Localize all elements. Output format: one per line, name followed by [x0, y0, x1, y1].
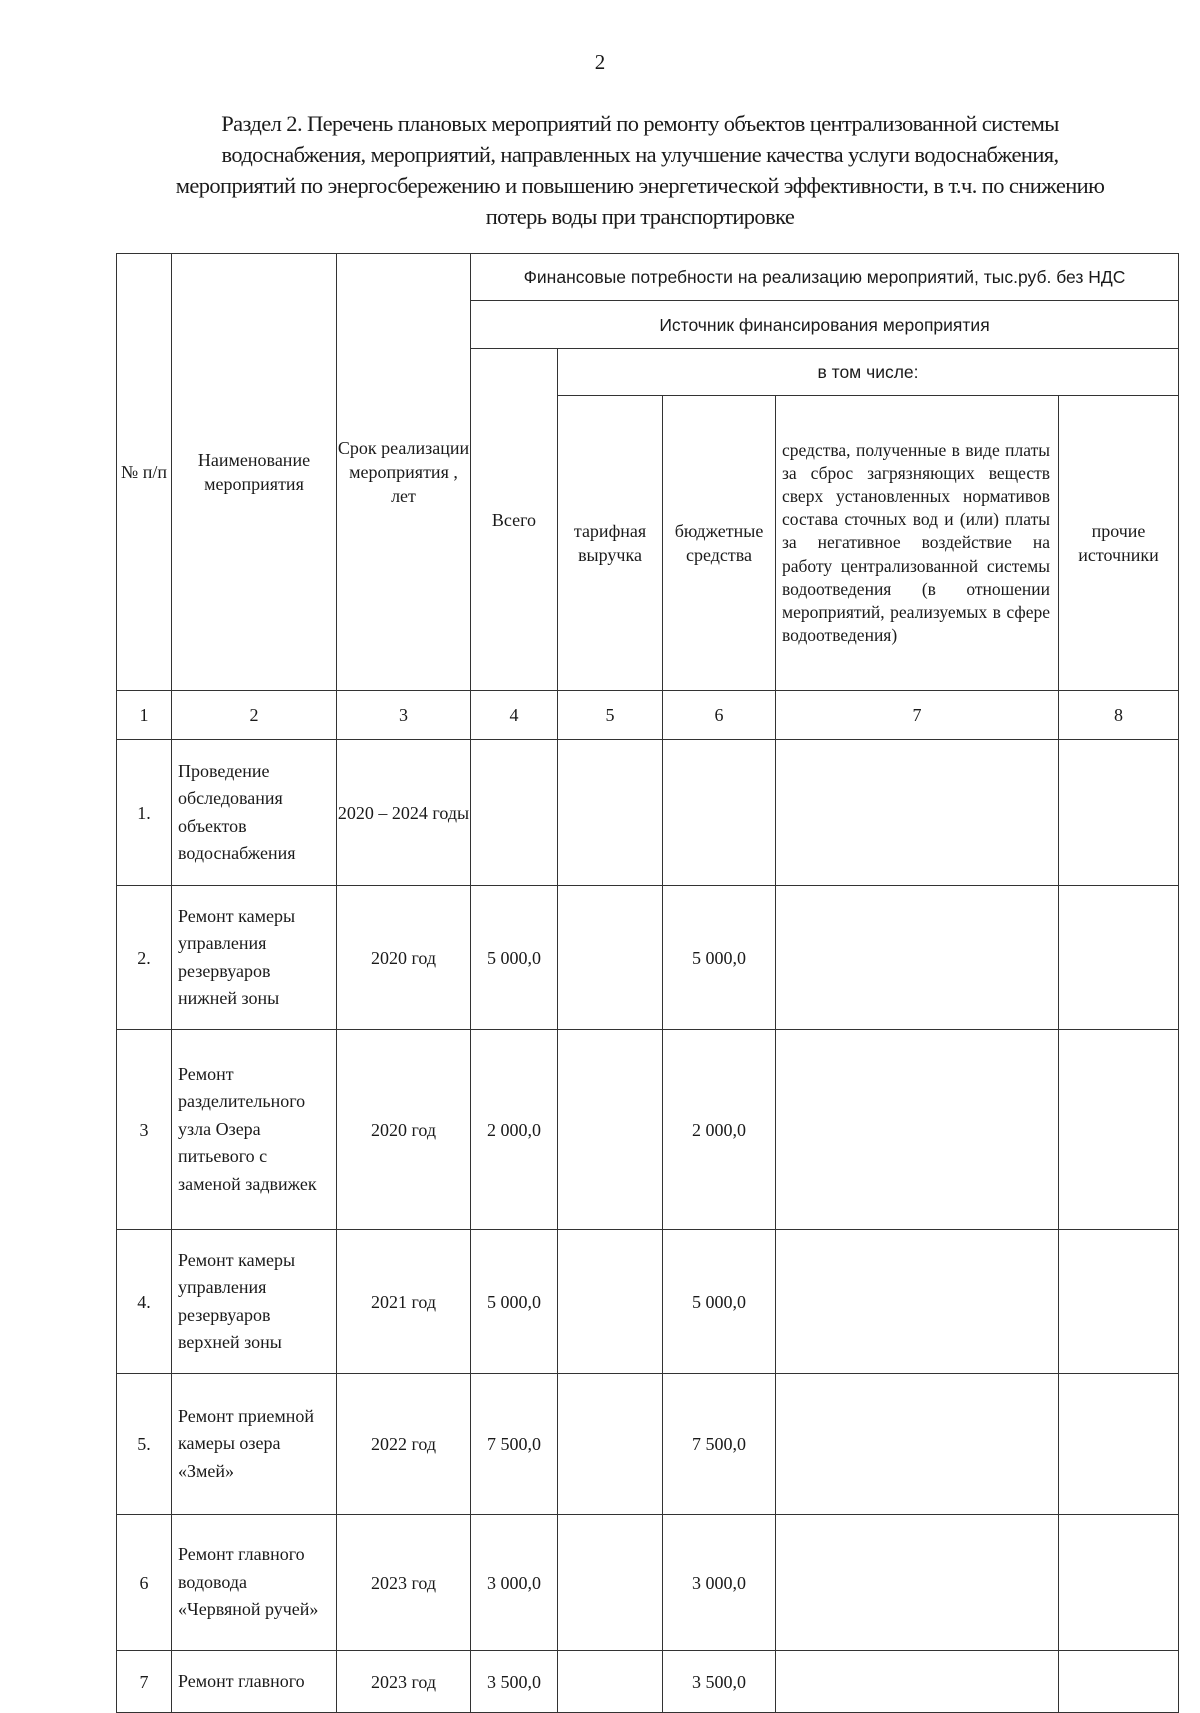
column-number: 7 — [776, 691, 1059, 740]
row-other — [1059, 886, 1179, 1030]
table-row — [117, 1651, 1179, 1713]
row-budget: 7 500,0 — [663, 1374, 776, 1515]
section-title — [140, 108, 1140, 232]
column-number: 3 — [337, 691, 471, 740]
row-name: Ремонт камеры управления резервуаров нижней зоны — [172, 886, 337, 1030]
row-term: 2020 – 2024 годы — [337, 740, 471, 886]
row-name: Ремонт приемной камеры озера «Змей» — [172, 1374, 337, 1515]
header-fees: средства, полученные в виде платы за сброс загрязняющих веществ сверх установленных нормативов состава сточных вод и (или) платы за негативное воздействие на работу централизованной системы водоотведения (в отношении мероприятий, реализуемых в сфере водоотведения) — [776, 396, 1059, 691]
header-name: Наименование мероприятия — [172, 254, 337, 691]
row-fees — [776, 1030, 1059, 1230]
row-tariff — [558, 1515, 663, 1651]
row-term: 2020 год — [337, 886, 471, 1030]
row-tariff — [558, 1030, 663, 1230]
row-total: 5 000,0 — [471, 886, 558, 1030]
row-budget: 2 000,0 — [663, 1030, 776, 1230]
row-term: 2023 год — [337, 1515, 471, 1651]
row-tariff — [558, 1651, 663, 1713]
table-row — [117, 740, 1179, 886]
row-tariff — [558, 1374, 663, 1515]
row-total — [471, 740, 558, 886]
column-number: 1 — [117, 691, 172, 740]
column-number-row — [117, 691, 1179, 740]
column-number: 8 — [1059, 691, 1179, 740]
row-other — [1059, 1030, 1179, 1230]
row-total: 3 500,0 — [471, 1651, 558, 1713]
header-total: Всего — [471, 349, 558, 691]
row-total: 3 000,0 — [471, 1515, 558, 1651]
row-num: 2. — [117, 886, 172, 1030]
column-number: 2 — [172, 691, 337, 740]
row-term: 2020 год — [337, 1030, 471, 1230]
header-other: прочие источники — [1059, 396, 1179, 691]
header-tariff: тарифная выручка — [558, 396, 663, 691]
header-financial-needs: Финансовые потребности на реализацию мероприятий, тыс.руб. без НДС — [471, 254, 1179, 301]
row-name: Ремонт разделительного узла Озера питьевого с заменой задвижек — [172, 1030, 337, 1230]
row-budget — [663, 740, 776, 886]
row-other — [1059, 1651, 1179, 1713]
row-fees — [776, 1651, 1059, 1713]
title-line: потерь воды при транспортировке — [485, 204, 795, 229]
column-number: 6 — [663, 691, 776, 740]
row-term: 2022 год — [337, 1374, 471, 1515]
row-num: 7 — [117, 1651, 172, 1713]
row-name: Ремонт главного — [172, 1651, 337, 1713]
row-tariff — [558, 740, 663, 886]
row-total: 7 500,0 — [471, 1374, 558, 1515]
header-budget: бюджетные средства — [663, 396, 776, 691]
column-number: 5 — [558, 691, 663, 740]
title-line: Раздел 2. Перечень плановых мероприятий по ремонту объектов централизованной системы — [221, 111, 1059, 136]
row-name: Ремонт камеры управления резервуаров верхней зоны — [172, 1230, 337, 1374]
row-tariff — [558, 1230, 663, 1374]
row-budget: 3 500,0 — [663, 1651, 776, 1713]
table-row — [117, 886, 1179, 1030]
row-num: 1. — [117, 740, 172, 886]
row-other — [1059, 1230, 1179, 1374]
row-total: 5 000,0 — [471, 1230, 558, 1374]
header-funding-source: Источник финансирования мероприятия — [471, 301, 1179, 349]
column-number: 4 — [471, 691, 558, 740]
header-num: № п/п — [117, 254, 172, 691]
row-num: 4. — [117, 1230, 172, 1374]
measures-table — [116, 253, 1179, 1713]
row-fees — [776, 1230, 1059, 1374]
table-row — [117, 1230, 1179, 1374]
row-term: 2023 год — [337, 1651, 471, 1713]
row-total: 2 000,0 — [471, 1030, 558, 1230]
row-fees — [776, 1374, 1059, 1515]
row-num: 5. — [117, 1374, 172, 1515]
header-including: в том числе: — [558, 349, 1179, 396]
header-term: Срок реализации мероприятия , лет — [337, 254, 471, 691]
row-tariff — [558, 886, 663, 1030]
row-other — [1059, 1374, 1179, 1515]
row-fees — [776, 740, 1059, 886]
row-name: Проведение обследования объектов водоснабжения — [172, 740, 337, 886]
row-budget: 5 000,0 — [663, 1230, 776, 1374]
row-other — [1059, 740, 1179, 886]
row-num: 6 — [117, 1515, 172, 1651]
table-row — [117, 1515, 1179, 1651]
row-num: 3 — [117, 1030, 172, 1230]
row-name: Ремонт главного водовода «Червяной ручей» — [172, 1515, 337, 1651]
title-line: водоснабжения, мероприятий, направленных на улучшение качества услуги водоснабжения, — [221, 142, 1059, 167]
title-line: мероприятий по энергосбережению и повышению энергетической эффективности, в т.ч. по снижению — [175, 173, 1105, 198]
row-budget: 5 000,0 — [663, 886, 776, 1030]
row-term: 2021 год — [337, 1230, 471, 1374]
page-number: 2 — [594, 50, 606, 74]
table-row — [117, 1374, 1179, 1515]
table-row — [117, 1030, 1179, 1230]
row-budget: 3 000,0 — [663, 1515, 776, 1651]
row-other — [1059, 1515, 1179, 1651]
row-fees — [776, 1515, 1059, 1651]
row-fees — [776, 886, 1059, 1030]
